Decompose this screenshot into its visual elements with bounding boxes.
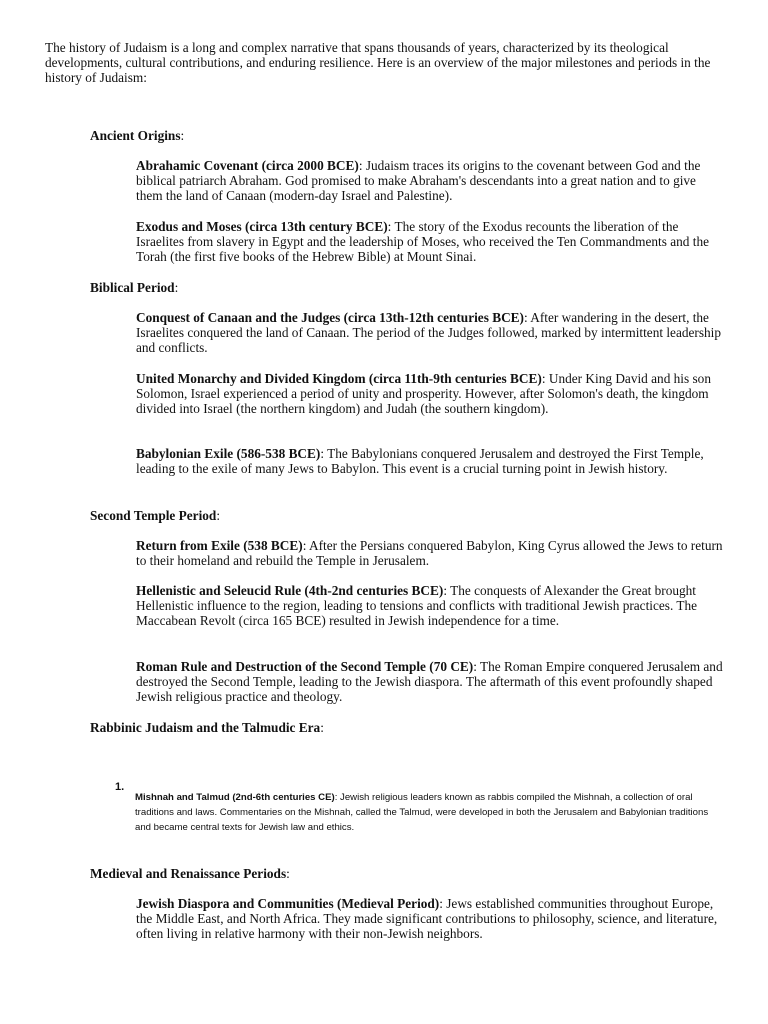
section-heading-medieval xyxy=(90,866,290,881)
entry-text: : Jewish religious leaders known as rabbis compiled the Mishnah, a collection of oral traditions and laws. Commentaries on the Mishnah, called the Talmud, were developed in both the Jerusalem and Babylonian traditions and became central texts for Jewish law and ethics. xyxy=(135,791,709,833)
entry-text: : After wandering in the desert, the Israelites conquered the land of Canaan. The period of the Judges followed, marked by intermittent leadership and conflicts. xyxy=(136,310,721,356)
entry-return-from-exile xyxy=(136,538,724,568)
entry-conquest-of-canaan xyxy=(136,310,724,356)
entry-united-monarchy xyxy=(136,371,724,417)
entry-jewish-diaspora xyxy=(136,896,724,942)
section-colon: : xyxy=(180,128,185,143)
entry-term: Babylonian Exile (586-538 BCE) xyxy=(136,446,321,461)
entry-text: : Jews established communities throughout Europe, the Middle East, and North Africa. They made significant contributions to philosophy, science, and literature, often living in relative harmony with their non-Jewish neighbors. xyxy=(136,896,718,942)
entry-term: Exodus and Moses (circa 13th century BCE) xyxy=(136,219,388,234)
entry-babylonian-exile xyxy=(136,446,724,476)
section-heading-rabbinic xyxy=(90,720,324,735)
entry-roman-rule xyxy=(136,659,724,705)
entry-abrahamic-covenant xyxy=(136,158,724,204)
entry-term: Jewish Diaspora and Communities (Medieval Period) xyxy=(136,896,440,911)
section-colon: : xyxy=(286,866,290,881)
entry-text: : The Babylonians conquered Jerusalem and destroyed the First Temple, leading to the exile of many Jews to Babylon. This event is a crucial turning point in Jewish history. xyxy=(136,446,704,477)
entry-text: : Judaism traces its origins to the covenant between God and the biblical patriarch Abraham. God promised to make Abraham's descendants into a great nation and to give them the land of Canaan (modern-day Israel and Palestine). xyxy=(136,158,701,204)
section-colon: : xyxy=(174,280,179,295)
entry-term: United Monarchy and Divided Kingdom (circa 11th-9th centuries BCE) xyxy=(136,371,542,386)
entry-hellenistic-seleucid xyxy=(136,583,724,629)
section-title: Medieval and Renaissance Periods xyxy=(90,866,287,881)
entry-term: Conquest of Canaan and the Judges (circa 13th-12th centuries BCE) xyxy=(136,310,524,325)
entry-term: Roman Rule and Destruction of the Second Temple (70 CE) xyxy=(136,659,474,674)
list-number: 1. xyxy=(115,781,125,793)
entry-text: : The Roman Empire conquered Jerusalem and destroyed the Second Temple, leading to the Jewish diaspora. The aftermath of this event profoundly shaped Jewish religious practice and theology. xyxy=(136,659,723,705)
entry-text: : Under King David and his son Solomon, Israel experienced a period of unity and prosperity. However, after Solomon's death, the kingdom divided into Israel (the northern kingdom) and Judah (the southern kingdom). xyxy=(136,371,711,417)
entry-term: Mishnah and Talmud (2nd-6th centuries CE) xyxy=(135,791,335,803)
section-title: Ancient Origins xyxy=(90,128,181,143)
entry-term: Hellenistic and Seleucid Rule (4th-2nd centuries BCE) xyxy=(136,583,444,598)
entry-term: Return from Exile (538 BCE) xyxy=(136,538,303,553)
section-heading-ancient-origins xyxy=(90,128,184,143)
section-title: Rabbinic Judaism and the Talmudic Era xyxy=(90,720,321,735)
section-colon: : xyxy=(320,720,324,735)
intro-paragraph: The history of Judaism is a long and complex narrative that spans thousands of years, characterized by its theological developments, cultural contributions, and enduring resilience. Here is an overview of the major milestones and periods in the history of Judaism: xyxy=(45,40,711,86)
entry-exodus-and-moses xyxy=(136,219,724,265)
section-heading-second-temple xyxy=(90,508,220,523)
section-colon: : xyxy=(216,508,221,523)
section-heading-biblical-period xyxy=(90,280,178,295)
entry-text: : The story of the Exodus recounts the liberation of the Israelites from slavery in Egypt and the leadership of Moses, who received the Ten Commandments and the Torah (the first five books of the Hebrew Bible) at Mount Sinai. xyxy=(136,219,710,265)
section-title: Second Temple Period xyxy=(90,508,217,523)
entry-mishnah-and-talmud xyxy=(135,790,720,835)
entry-term: Abrahamic Covenant (circa 2000 BCE) xyxy=(136,158,359,173)
section-title: Biblical Period xyxy=(90,280,175,295)
entry-text: : The conquests of Alexander the Great brought Hellenistic influence to the region, leading to tensions and conflicts with traditional Jewish practices. The Maccabean Revolt (circa 165 BCE) resulted in Jewish independence for a time. xyxy=(136,583,698,629)
entry-text: : After the Persians conquered Babylon, King Cyrus allowed the Jews to return to their homeland and rebuild the Temple in Jerusalem. xyxy=(136,538,723,569)
